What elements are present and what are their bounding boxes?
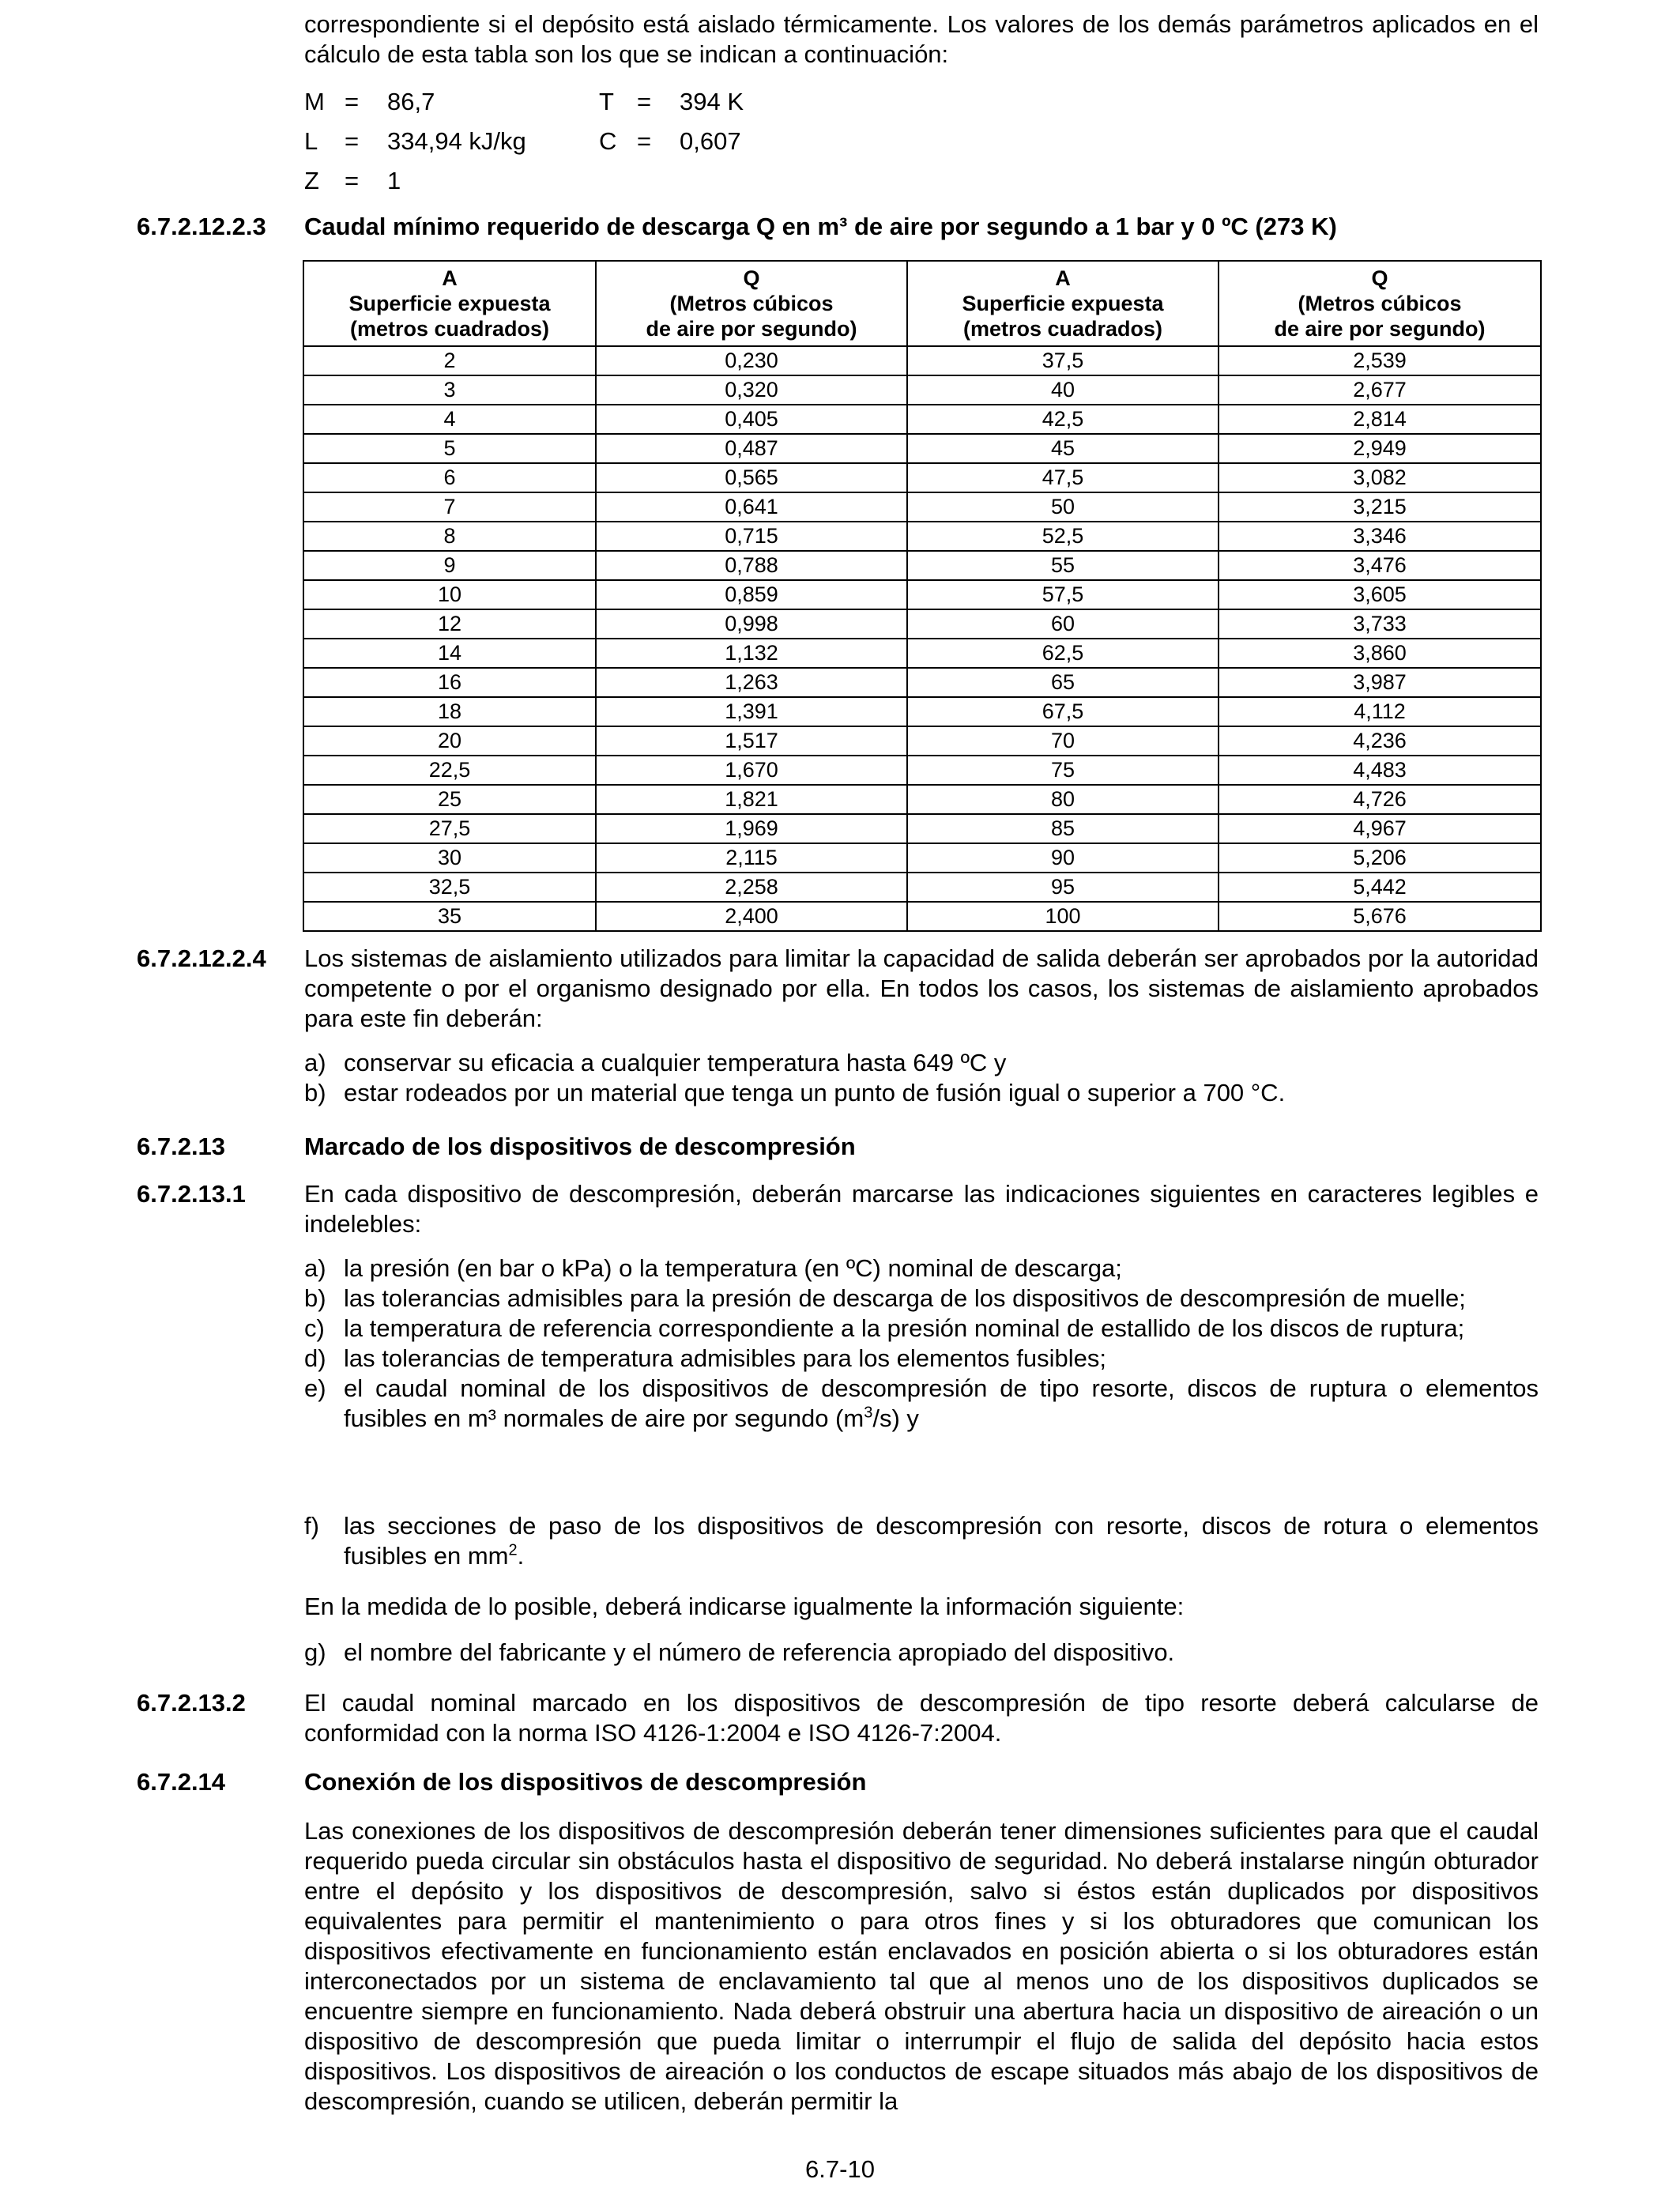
table-row <box>303 346 1541 375</box>
param-symbol: C <box>599 127 617 155</box>
table-cell: 1,670 <box>596 756 907 785</box>
table-cell: 3,215 <box>1219 492 1541 522</box>
list <box>304 1048 1539 1108</box>
table-cell: 0,859 <box>596 580 907 609</box>
table-cell: 4,483 <box>1219 756 1541 785</box>
table-cell: 0,405 <box>596 405 907 434</box>
page-number: 6.7-10 <box>805 2155 875 2183</box>
table-cell: 6 <box>303 463 596 492</box>
table-row <box>303 522 1541 551</box>
table-cell: 3,082 <box>1219 463 1541 492</box>
section-paragraph: Los sistemas de aislamiento utilizados para limitar la capacidad de salida deberán ser aprobados por la autoridad competente o por el organismo designado por ella. En todos los casos, los sistemas de aislamiento aprobados para este fin deberán: <box>304 944 1539 1032</box>
table-cell: 4,726 <box>1219 785 1541 814</box>
table-cell: 10 <box>303 580 596 609</box>
table-row <box>303 726 1541 756</box>
table-row <box>303 434 1541 463</box>
list-item <box>304 1078 1539 1108</box>
table-row <box>303 375 1541 405</box>
table-cell: 47,5 <box>907 463 1219 492</box>
table-cell: 2,539 <box>1219 346 1541 375</box>
section-paragraph: Las conexiones de los dispositivos de descompresión deberán tener dimensiones suficientes para que el caudal requerido pueda circular sin obstáculos hasta el dispositivo de seguridad. No deberá instalarse ningún obturador entre el depósito y los dispositivos de descompresión, salvo si éstos están duplicados por dispositivos equivalentes para permitir el mantenimiento o para otros fines y si los obturadores que comunican los dispositivos efectivamente en funcionamiento están enclavados en posición abierta o si los obturadores están interconectados por un sistema de enclavamiento tal que al menos uno de los dispositivos duplicados se encuentre siempre en funcionamiento. Nada deberá obstruir una abertura hacia un dispositivo de aireación o un dispositivo de descompresión que pueda limitar o interrumpir el flujo de salida del depósito hacia estos dispositivos. Los dispositivos de aireación o los conductos de escape situados más abajo de los dispositivos de descompresión, cuando se utilicen, deberán permitir la <box>304 1817 1539 2115</box>
list-item-text: las tolerancias de temperatura admisibles para los elementos fusibles; <box>344 1344 1106 1372</box>
param-equals: = <box>345 127 360 155</box>
table-cell: 3,733 <box>1219 609 1541 639</box>
table-cell: 52,5 <box>907 522 1219 551</box>
table-cell: 0,788 <box>596 551 907 580</box>
list-item <box>304 1344 1539 1374</box>
table-cell: 20 <box>303 726 596 756</box>
list-item-text: el caudal nominal de los dispositivos de descompresión de tipo resorte, discos de ruptura o elementos fusibles en m³ normales de aire por segundo (m <box>344 1374 1539 1432</box>
table-cell: 100 <box>907 902 1219 931</box>
table-cell: 65 <box>907 668 1219 697</box>
list-item-text: la presión (en bar o kPa) o la temperatura (en ºC) nominal de descarga; <box>344 1254 1122 1282</box>
table-cell: 75 <box>907 756 1219 785</box>
section-number: 6.7.2.13.1 <box>137 1180 246 1208</box>
table-cell: 2,400 <box>596 902 907 931</box>
table-cell: 18 <box>303 697 596 726</box>
column-header: Q (Metros cúbicos de aire por segundo) <box>596 261 907 346</box>
list-item <box>304 1638 1539 1668</box>
table-row <box>303 902 1541 931</box>
table-cell: 0,715 <box>596 522 907 551</box>
section-number: 6.7.2.13.2 <box>137 1689 246 1717</box>
table-row <box>303 843 1541 873</box>
section-paragraph: En cada dispositivo de descompresión, deberán marcarse las indicaciones siguientes en caracteres legibles e indelebles: <box>304 1180 1539 1238</box>
section-number: 6.7.2.14 <box>137 1768 226 1796</box>
list-marker: a) <box>304 1049 326 1076</box>
list-item-text: estar rodeados por un material que tenga un punto de fusión igual o superior a 700 °C. <box>344 1079 1286 1106</box>
param-symbol: L <box>304 127 318 155</box>
list <box>304 1253 1539 1434</box>
table-cell: 3,860 <box>1219 639 1541 668</box>
list <box>304 1511 1539 1571</box>
list-item <box>304 1284 1539 1314</box>
table-row <box>303 785 1541 814</box>
table-cell: 3,605 <box>1219 580 1541 609</box>
param-value: 394 K <box>680 88 744 115</box>
table-cell: 22,5 <box>303 756 596 785</box>
param-symbol: M <box>304 88 325 115</box>
table-cell: 2,814 <box>1219 405 1541 434</box>
table-cell: 0,487 <box>596 434 907 463</box>
param-equals: = <box>637 127 652 155</box>
list-marker: b) <box>304 1284 326 1312</box>
list-marker: c) <box>304 1314 325 1342</box>
table-cell: 57,5 <box>907 580 1219 609</box>
table-cell: 4 <box>303 405 596 434</box>
param-value: 0,607 <box>680 127 741 155</box>
column-header: Q (Metros cúbicos de aire por segundo) <box>1219 261 1541 346</box>
section-number: 6.7.2.12.2.4 <box>137 944 266 972</box>
table-cell: 9 <box>303 551 596 580</box>
table-cell: 4,967 <box>1219 814 1541 843</box>
param-symbol: T <box>599 88 614 115</box>
table-row <box>303 697 1541 726</box>
section-title: Marcado de los dispositivos de descompresión <box>304 1133 856 1160</box>
section-title: Conexión de los dispositivos de descompresión <box>304 1768 867 1796</box>
table-cell: 2,949 <box>1219 434 1541 463</box>
table-cell: 3,476 <box>1219 551 1541 580</box>
list-marker: d) <box>304 1344 326 1372</box>
table-cell: 7 <box>303 492 596 522</box>
table-cell: 45 <box>907 434 1219 463</box>
list-item-text: conservar su eficacia a cualquier temperatura hasta 649 ºC y <box>344 1049 1007 1076</box>
table-cell: 3,346 <box>1219 522 1541 551</box>
table-cell: 1,132 <box>596 639 907 668</box>
param-value: 334,94 kJ/kg <box>387 127 526 155</box>
list-item <box>304 1511 1539 1571</box>
table-row <box>303 580 1541 609</box>
list-marker: a) <box>304 1254 326 1282</box>
table-cell: 1,517 <box>596 726 907 756</box>
list-item-text: el nombre del fabricante y el número de referencia apropiado del dispositivo. <box>344 1638 1175 1666</box>
table-cell: 1,821 <box>596 785 907 814</box>
section-paragraph: En la medida de lo posible, deberá indicarse igualmente la información siguiente: <box>304 1593 1185 1620</box>
table-cell: 60 <box>907 609 1219 639</box>
table-row <box>303 668 1541 697</box>
list-marker: e) <box>304 1374 326 1402</box>
list-item <box>304 1048 1539 1078</box>
table-cell: 42,5 <box>907 405 1219 434</box>
table-cell: 0,565 <box>596 463 907 492</box>
table-cell: 95 <box>907 873 1219 902</box>
table-cell: 8 <box>303 522 596 551</box>
table-cell: 16 <box>303 668 596 697</box>
table-cell: 85 <box>907 814 1219 843</box>
list-item-text: la temperatura de referencia correspondiente a la presión nominal de estallido de los discos de ruptura; <box>344 1314 1465 1342</box>
table-cell: 0,641 <box>596 492 907 522</box>
table-row <box>303 639 1541 668</box>
table-cell: 30 <box>303 843 596 873</box>
table-cell: 1,391 <box>596 697 907 726</box>
section-paragraph: El caudal nominal marcado en los dispositivos de descompresión de tipo resorte deberá calcularse de conformidad con la norma ISO 4126-1:2004 e ISO 4126-7:2004. <box>304 1689 1539 1747</box>
table-row <box>303 405 1541 434</box>
discharge-table <box>303 260 1542 932</box>
param-value: 86,7 <box>387 88 435 115</box>
table-row <box>303 814 1541 843</box>
param-equals: = <box>345 167 360 194</box>
table-cell: 5,676 <box>1219 902 1541 931</box>
section-number: 6.7.2.12.2.3 <box>137 213 266 240</box>
table-cell: 37,5 <box>907 346 1219 375</box>
table-cell: 5,206 <box>1219 843 1541 873</box>
table-cell: 3,987 <box>1219 668 1541 697</box>
table-row <box>303 463 1541 492</box>
superscript: 3 <box>864 1404 873 1422</box>
param-value: 1 <box>387 167 401 194</box>
table-cell: 5 <box>303 434 596 463</box>
list-marker: b) <box>304 1079 326 1106</box>
table-cell: 55 <box>907 551 1219 580</box>
param-symbol: Z <box>304 167 319 194</box>
table-cell: 2 <box>303 346 596 375</box>
table-cell: 3 <box>303 375 596 405</box>
table-cell: 40 <box>907 375 1219 405</box>
list-item <box>304 1314 1539 1344</box>
param-equals: = <box>637 88 652 115</box>
table-cell: 5,442 <box>1219 873 1541 902</box>
column-header: A Superficie expuesta (metros cuadrados) <box>303 261 596 346</box>
section-number: 6.7.2.13 <box>137 1133 226 1160</box>
list-item-text: /s) y <box>872 1404 919 1432</box>
list-item-text: las tolerancias admisibles para la presión de descarga de los dispositivos de descompresión de muelle; <box>344 1284 1466 1312</box>
table-cell: 67,5 <box>907 697 1219 726</box>
table-row <box>303 609 1541 639</box>
intro-paragraph: correspondiente si el depósito está aislado térmicamente. Los valores de los demás parámetros aplicados en el cálculo de esta tabla son los que se indican a continuación: <box>304 10 1539 68</box>
list-item <box>304 1253 1539 1284</box>
table-cell: 1,263 <box>596 668 907 697</box>
table-cell: 90 <box>907 843 1219 873</box>
table-cell: 1,969 <box>596 814 907 843</box>
table-cell: 14 <box>303 639 596 668</box>
table-cell: 62,5 <box>907 639 1219 668</box>
table-cell: 0,230 <box>596 346 907 375</box>
section-title: Caudal mínimo requerido de descarga Q en m³ de aire por segundo a 1 bar y 0 ºC (273 K) <box>304 213 1337 240</box>
table-cell: 50 <box>907 492 1219 522</box>
list-item <box>304 1374 1539 1434</box>
table-cell: 4,112 <box>1219 697 1541 726</box>
table-row <box>303 756 1541 785</box>
table-header-row <box>303 261 1541 346</box>
list-item-text: . <box>517 1542 525 1570</box>
table-cell: 35 <box>303 902 596 931</box>
list <box>304 1638 1539 1668</box>
table-cell: 2,258 <box>596 873 907 902</box>
list-item-text: las secciones de paso de los dispositivos de descompresión con resorte, discos de rotura o elementos fusibles en mm <box>344 1512 1539 1570</box>
table-cell: 80 <box>907 785 1219 814</box>
table-body <box>303 346 1541 931</box>
table-cell: 2,677 <box>1219 375 1541 405</box>
param-equals: = <box>345 88 360 115</box>
table-cell: 12 <box>303 609 596 639</box>
table-row <box>303 492 1541 522</box>
table-cell: 32,5 <box>303 873 596 902</box>
table-cell: 0,998 <box>596 609 907 639</box>
table-cell: 27,5 <box>303 814 596 843</box>
column-header: A Superficie expuesta (metros cuadrados) <box>907 261 1219 346</box>
table-cell: 70 <box>907 726 1219 756</box>
list-marker: g) <box>304 1638 326 1666</box>
table-cell: 25 <box>303 785 596 814</box>
table-cell: 0,320 <box>596 375 907 405</box>
table-row <box>303 551 1541 580</box>
table-cell: 4,236 <box>1219 726 1541 756</box>
list-marker: f) <box>304 1512 319 1540</box>
superscript: 2 <box>508 1541 518 1559</box>
table-row <box>303 873 1541 902</box>
table-cell: 2,115 <box>596 843 907 873</box>
